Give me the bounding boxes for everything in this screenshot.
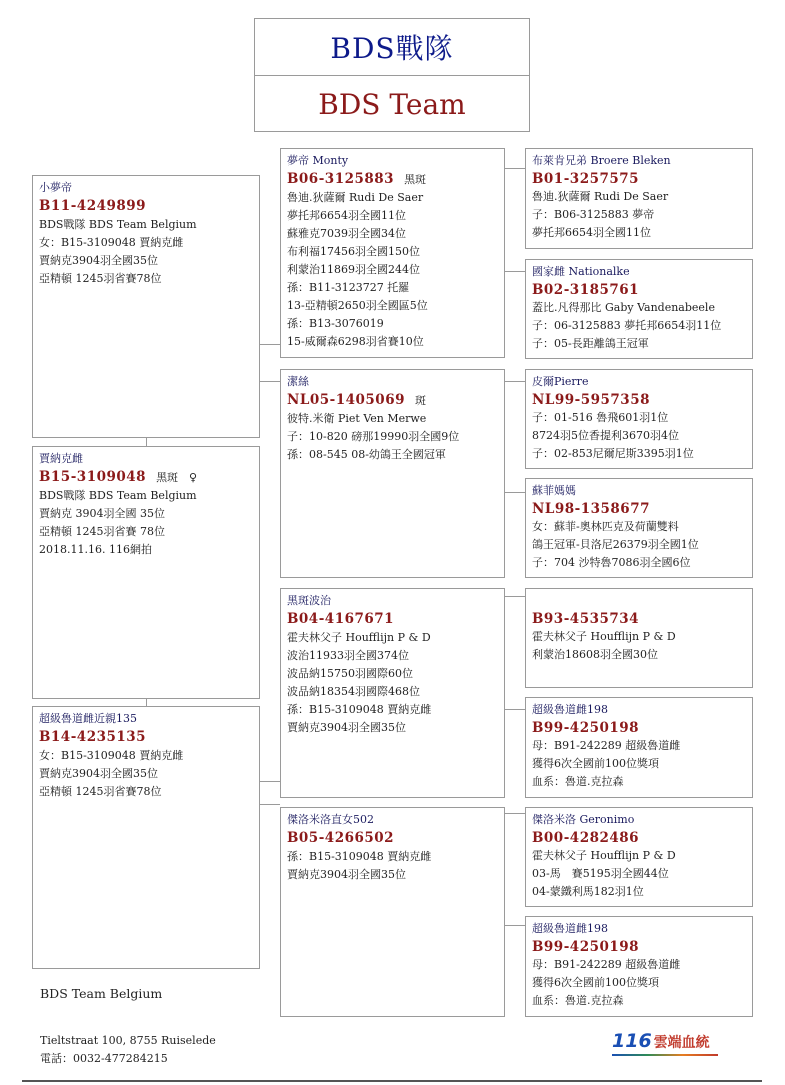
- pigeon-info-line: 孫：08-545 08-幼鴿王全國冠軍: [287, 448, 446, 461]
- pigeon-info-line: 利蒙治18608羽全國30位: [532, 648, 658, 661]
- pigeon-info-line: 獲得6次全國前100位獎項: [532, 757, 659, 770]
- pigeon-name: 賈納克雌: [39, 452, 83, 465]
- footer-phone: 電話：0032-477284215: [40, 1052, 168, 1065]
- connector-dam-sibling: [146, 698, 147, 706]
- connector-sire-sd: [504, 271, 525, 272]
- pigeon-name: 潔絲: [287, 375, 309, 388]
- pigeon-info-line: 利蒙治11869羽全國244位: [287, 263, 420, 276]
- ring-number: B14-4235135: [39, 729, 147, 745]
- pigeon-info-line: BDS戰隊 BDS Team Belgium: [39, 489, 197, 502]
- pigeon-info-line: 子：10-820 磅那19990羽全國9位: [287, 430, 460, 443]
- pigeon-info-line: 夢托邦6654羽全國11位: [287, 209, 406, 222]
- pigeon-info-line: 蓋比.凡得那比 Gaby Vandenabeele: [532, 301, 715, 314]
- pigeon-info-line: 亞精頓 1245羽省賽78位: [39, 272, 162, 285]
- pigeon-card-sd[interactable]: [525, 259, 753, 359]
- pigeon-info-line: 子：02-853尼爾尼斯3395羽1位: [532, 447, 694, 460]
- pigeon-card-dam[interactable]: [32, 446, 260, 699]
- ring-number: B04-4167671: [287, 611, 395, 627]
- pigeon-info-line: 孫：B15-3109048 賈納克雌: [287, 850, 432, 863]
- ring-number: B99-4250198: [532, 720, 640, 736]
- connector-ds-dsd: [504, 709, 525, 710]
- ring-number: B06-3125883 黑斑: [287, 171, 427, 187]
- color-tag: 黑斑 ♀: [156, 471, 198, 484]
- pigeon-info-line: 03-馬 賽5195羽全國44位: [532, 867, 669, 880]
- pigeon-info-line: 賈納克3904羽全國35位: [287, 868, 406, 881]
- ring-number: B99-4250198: [532, 939, 640, 955]
- connector-ds-dss: [504, 596, 525, 597]
- pigeon-info-line: 子：B06-3125883 夢帝: [532, 208, 655, 221]
- pigeon-info-line: 蘇雅克7039羽全國34位: [287, 227, 406, 240]
- color-tag: 黑斑: [404, 173, 427, 186]
- pigeon-info-line: BDS戰隊 BDS Team Belgium: [39, 218, 197, 231]
- ring-number: NL05-1405069 斑: [287, 392, 426, 408]
- pigeon-info-line: 霍夫林父子 Houfflijn P & D: [532, 630, 676, 643]
- pigeon-name: 傑洛米洛 Geronimo: [532, 813, 635, 826]
- footer-address: Tieltstraat 100, 8755 Ruiselede: [40, 1034, 216, 1047]
- footer-organization: BDS Team Belgium: [40, 986, 163, 1001]
- pigeon-info-line: 亞精頓 1245羽省賽 78位: [39, 525, 165, 538]
- pigeon-card-dam-dam[interactable]: [280, 807, 505, 1017]
- pigeon-name: 超級魯道雌198: [532, 922, 608, 935]
- pigeon-info-line: 霍夫林父子 Houfflijn P & D: [532, 849, 676, 862]
- ring-number: B11-4249899: [39, 198, 147, 214]
- pigeon-card-sire[interactable]: [280, 148, 505, 358]
- pigeon-name: 黑斑波治: [287, 594, 331, 607]
- pigeon-name: 皮爾Pierre: [532, 375, 589, 388]
- pigeon-card-dsd[interactable]: [525, 697, 753, 798]
- pigeon-card-sire-dam[interactable]: [280, 369, 505, 578]
- pigeon-name: 傑洛米洛直女502: [287, 813, 374, 826]
- pigeon-info-line: 魯迪.狄薩爾 Rudi De Saer: [287, 191, 424, 204]
- title-box: [254, 18, 530, 132]
- pigeon-info-line: 2018.11.16. 116網拍: [39, 543, 152, 556]
- ring-number: NL98-1358677: [532, 501, 650, 517]
- pigeon-info-line: 亞精頓 1245羽省賽78位: [39, 785, 162, 798]
- pigeon-info-line: 賈納克3904羽全國35位: [39, 767, 158, 780]
- bottom-divider: [22, 1080, 762, 1082]
- pigeon-info-line: 孫：B11-3123727 托羅: [287, 281, 410, 294]
- ring-number: B15-3109048 黑斑 ♀: [39, 469, 198, 485]
- pigeon-info-line: 女：B15-3109048 賈納克雌: [39, 236, 184, 249]
- pigeon-info-line: 母：B91-242289 超級魯道雌: [532, 739, 681, 752]
- pigeon-info-line: 彼特.米衛 Piet Ven Merwe: [287, 412, 427, 425]
- footer-contact: [40, 1032, 216, 1068]
- pigeon-info-line: 賈納克3904羽全國35位: [39, 254, 158, 267]
- pigeon-card-sds[interactable]: [525, 369, 753, 469]
- team-title-chinese: BDS戰隊: [330, 32, 454, 65]
- brand-logo: [612, 1030, 710, 1052]
- pigeon-name: 超級魯道雌198: [532, 703, 608, 716]
- pigeon-info-line: 8724羽5位香提利3670羽4位: [532, 429, 679, 442]
- pigeon-card-half-sibling[interactable]: [32, 706, 260, 969]
- pigeon-info-line: 鴿王冠軍-貝洛尼26379羽全國1位: [532, 538, 699, 551]
- pigeon-info-line: 波品納15750羽國際60位: [287, 667, 413, 680]
- pigeon-info-line: 子：704 沙特魯7086羽全國6位: [532, 556, 691, 569]
- pigeon-info-line: 子：05-長距離鴿王冠軍: [532, 337, 649, 350]
- pigeon-card-dds[interactable]: [525, 807, 753, 907]
- connector-dam-dd: [259, 804, 280, 805]
- logo-text: 雲端血統: [653, 1035, 710, 1051]
- pigeon-info-line: 血系：魯道.克拉森: [532, 775, 624, 788]
- pigeon-card-subject[interactable]: [32, 175, 260, 438]
- pigeon-info-line: 賈納克 3904羽全國 35位: [39, 507, 165, 520]
- pigeon-card-ddd[interactable]: [525, 916, 753, 1017]
- ring-number: B05-4266502: [287, 830, 395, 846]
- pigeon-info-line: 女：B15-3109048 賈納克雌: [39, 749, 184, 762]
- pigeon-info-line: 孫：B15-3109048 賈納克雌: [287, 703, 432, 716]
- pigeon-name: 夢帝 Monty: [287, 154, 349, 167]
- pigeon-name: 超級魯道雌近親135: [39, 712, 137, 725]
- pigeon-info-line: 賈納克3904羽全國35位: [287, 721, 406, 734]
- pigeon-info-line: 母：B91-242289 超級魯道雌: [532, 958, 681, 971]
- ring-number: B00-4282486: [532, 830, 640, 846]
- connector-sdam-sdd: [504, 492, 525, 493]
- pigeon-info-line: 布利福17456羽全國150位: [287, 245, 420, 258]
- connector-dd-dds: [504, 813, 525, 814]
- pigeon-card-dam-sire[interactable]: [280, 588, 505, 798]
- pigeon-info-line: 血系：魯道.克拉森: [532, 994, 624, 1007]
- pigeon-info-line: 子：01-516 魯飛601羽1位: [532, 411, 669, 424]
- pigeon-info-line: 15-威爾森6298羽省賽10位: [287, 335, 424, 348]
- ring-number: B93-4535734: [532, 611, 640, 627]
- connector-subject-sdam: [259, 381, 280, 382]
- pigeon-card-dss[interactable]: [525, 588, 753, 688]
- ring-number: B02-3185761: [532, 282, 640, 298]
- pigeon-info-line: 夢托邦6654羽全國11位: [532, 226, 651, 239]
- pigeon-info-line: 霍夫林父子 Houfflijn P & D: [287, 631, 431, 644]
- pigeon-info-line: 波品納18354羽國際468位: [287, 685, 420, 698]
- ring-number: B01-3257575: [532, 171, 640, 187]
- color-tag: 斑: [414, 394, 426, 407]
- pigeon-info-line: 獲得6次全國前100位獎項: [532, 976, 659, 989]
- connector-subject-dam: [146, 437, 147, 446]
- connector-subject-sire: [259, 344, 280, 345]
- pigeon-card-ss[interactable]: [525, 148, 753, 249]
- pigeon-name: [532, 592, 752, 610]
- pigeon-info-line: 孫：B13-3076019: [287, 317, 384, 330]
- pigeon-info-line: 波治11933羽全國374位: [287, 649, 409, 662]
- pigeon-card-sdd[interactable]: [525, 478, 753, 578]
- pigeon-name: 小夢帝: [39, 181, 72, 194]
- pigeon-info-line: 魯迪.狄薩爾 Rudi De Saer: [532, 190, 669, 203]
- connector-sire-ss: [504, 168, 525, 169]
- pigeon-name: 布萊肯兄弟 Broere Bleken: [532, 154, 671, 167]
- pigeon-info-line: 女：蘇菲-奧林匹克及荷蘭雙料: [532, 520, 679, 533]
- pigeon-name: 國家雌 Nationalke: [532, 265, 630, 278]
- pigeon-info-line: 子：06-3125883 夢托邦6654羽11位: [532, 319, 722, 332]
- pigeon-info-line: 04-蒙鐵利馬182羽1位: [532, 885, 644, 898]
- pigeon-info-line: 13-亞精頓2650羽全國區5位: [287, 299, 428, 312]
- logo-number: 116: [612, 1030, 652, 1052]
- connector-sdam-sds: [504, 381, 525, 382]
- connector-dd-ddd: [504, 925, 525, 926]
- ring-number: NL99-5957358: [532, 392, 650, 408]
- pigeon-name: 蘇菲媽媽: [532, 484, 576, 497]
- logo-underline: [612, 1054, 718, 1056]
- connector-dam-ds: [259, 781, 280, 782]
- team-title-english: BDS Team: [318, 88, 466, 121]
